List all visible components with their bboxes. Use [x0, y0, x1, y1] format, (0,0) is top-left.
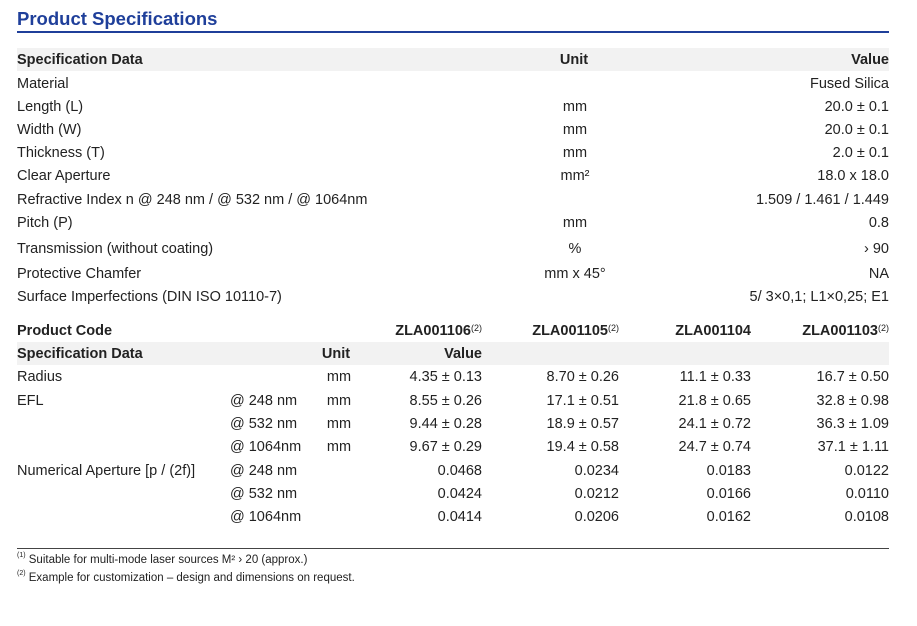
- product-row-value: 0.0183: [706, 463, 751, 479]
- product-row-value: 0.0108: [844, 509, 889, 525]
- product-row-value: 17.1 ± 0.51: [546, 393, 619, 409]
- page-title: Product Specifications: [17, 8, 218, 29]
- footnote-2-text: Example for customization – design and dimensions on request.: [28, 572, 355, 584]
- product-row-wavelength: @ 1064nm: [230, 439, 302, 455]
- title-underline: [17, 31, 889, 33]
- spec-row-label: Length (L): [17, 99, 84, 115]
- spec-row-unit: mm: [562, 215, 588, 231]
- spec-header-value: Value: [851, 52, 889, 68]
- footnote-2-mark: (2): [17, 570, 26, 577]
- product-row-value: 36.3 ± 1.09: [816, 416, 889, 432]
- product-code-note: (2): [608, 323, 619, 333]
- product-row-value: 9.44 ± 0.28: [409, 416, 482, 432]
- spec-row-value: NA: [868, 266, 889, 282]
- spec-row-value: 1.509 / 1.461 / 1.449: [755, 192, 889, 208]
- spec-row-label: Width (W): [17, 122, 82, 138]
- spec-row-label: Pitch (P): [17, 215, 73, 231]
- product-row-value: 0.0468: [437, 463, 482, 479]
- product-row-value: 0.0234: [574, 463, 619, 479]
- product-row-value: 0.0212: [574, 486, 619, 502]
- spec-row-label: Refractive Index n @ 248 nm / @ 532 nm / @ 1064nm: [17, 192, 368, 208]
- product-row-wavelength: @ 248 nm: [230, 463, 298, 479]
- footnote-1-text: Suitable for multi-mode laser sources M² › 20 (approx.): [28, 554, 308, 566]
- product-code-note: (2): [878, 323, 889, 333]
- product-code: ZLA001106: [395, 323, 471, 339]
- spec-row-unit: mm²: [560, 168, 590, 184]
- product-row-value: 9.67 ± 0.29: [409, 439, 482, 455]
- product-row-label: Numerical Aperture [p / (2f)]: [17, 463, 196, 479]
- product-row-wavelength: @ 248 nm: [230, 393, 298, 409]
- spec-row-value: 18.0 x 18.0: [817, 168, 889, 184]
- spec-row-value: 5/ 3×0,1; L1×0,25; E1: [749, 289, 889, 305]
- spec-row-value: 0.8: [868, 215, 889, 231]
- product-code-note: (2): [471, 323, 482, 333]
- product-row-value: 0.0206: [574, 509, 619, 525]
- product-row-value: 8.70 ± 0.26: [546, 369, 619, 385]
- product-row-value: 4.35 ± 0.13: [409, 369, 482, 385]
- product-code: ZLA001105: [532, 323, 608, 339]
- product-row-value: 0.0424: [437, 486, 482, 502]
- spec-row-value: Fused Silica: [810, 76, 889, 92]
- product-code-cell: [395, 322, 482, 340]
- spec-row-unit: mm: [562, 99, 588, 115]
- product-row-value: 24.1 ± 0.72: [678, 416, 751, 432]
- product-row-value: 8.55 ± 0.26: [409, 393, 482, 409]
- product-row-value: 37.1 ± 1.11: [817, 439, 889, 455]
- product-row-unit: mm: [326, 393, 352, 409]
- spec-row-label: Thickness (T): [17, 145, 105, 161]
- product-row-value: 0.0122: [844, 463, 889, 479]
- spec-row-unit: mm: [562, 145, 588, 161]
- product-row-value: 32.8 ± 0.98: [816, 393, 889, 409]
- product-code-cell: [802, 322, 889, 340]
- spec-table-header-band: [17, 48, 889, 71]
- product-row-unit: mm: [326, 369, 352, 385]
- spec-row-value: 20.0 ± 0.1: [824, 122, 889, 138]
- product-row-value: 16.7 ± 0.50: [816, 369, 889, 385]
- product-row-value: 11.1 ± 0.33: [679, 369, 751, 385]
- product-row-value: 24.7 ± 0.74: [678, 439, 751, 455]
- spec-row-label: Material: [17, 76, 69, 92]
- product-spec-label: Specification Data: [17, 346, 143, 362]
- spec-row-unit: mm x 45°: [544, 266, 606, 282]
- footnote-1-mark: (1): [17, 552, 26, 559]
- product-row-value: 0.0414: [437, 509, 482, 525]
- product-row-label: EFL: [17, 393, 44, 409]
- product-code-label: Product Code: [17, 323, 113, 339]
- product-row-value: 0.0166: [706, 486, 751, 502]
- spec-row-label: Surface Imperfections (DIN ISO 10110-7): [17, 289, 282, 305]
- product-code-cell: [532, 322, 619, 340]
- product-row-wavelength: @ 1064nm: [230, 509, 302, 525]
- spec-row-value: › 90: [864, 241, 889, 257]
- product-code-cell: [675, 322, 751, 340]
- spec-row-label: Transmission (without coating): [17, 241, 214, 257]
- product-row-value: 18.9 ± 0.57: [546, 416, 619, 432]
- footnote-2: [17, 572, 355, 584]
- spec-header-unit: Unit: [559, 52, 589, 68]
- spec-row-unit: %: [568, 241, 582, 257]
- product-row-value: 0.0162: [706, 509, 751, 525]
- product-row-wavelength: @ 532 nm: [230, 486, 298, 502]
- product-value-label: Value: [444, 346, 482, 362]
- footnote-divider: [17, 548, 889, 549]
- product-code: ZLA001104: [675, 323, 751, 339]
- product-unit-label: Unit: [321, 346, 351, 362]
- spec-row-unit: mm: [562, 122, 588, 138]
- footnote-1: [17, 554, 307, 566]
- spec-row-value: 20.0 ± 0.1: [824, 99, 889, 115]
- product-row-unit: mm: [326, 439, 352, 455]
- spec-row-value: 2.0 ± 0.1: [832, 145, 889, 161]
- product-row-label: Radius: [17, 369, 63, 385]
- product-row-value: 19.4 ± 0.58: [546, 439, 619, 455]
- product-code: ZLA001103: [802, 323, 878, 339]
- spec-row-label: Protective Chamfer: [17, 266, 142, 282]
- product-row-unit: mm: [326, 416, 352, 432]
- product-row-value: 21.8 ± 0.65: [678, 393, 751, 409]
- product-row-wavelength: @ 532 nm: [230, 416, 298, 432]
- product-row-value: 0.0110: [845, 486, 889, 502]
- spec-row-label: Clear Aperture: [17, 168, 111, 184]
- spec-header-label: Specification Data: [17, 52, 143, 68]
